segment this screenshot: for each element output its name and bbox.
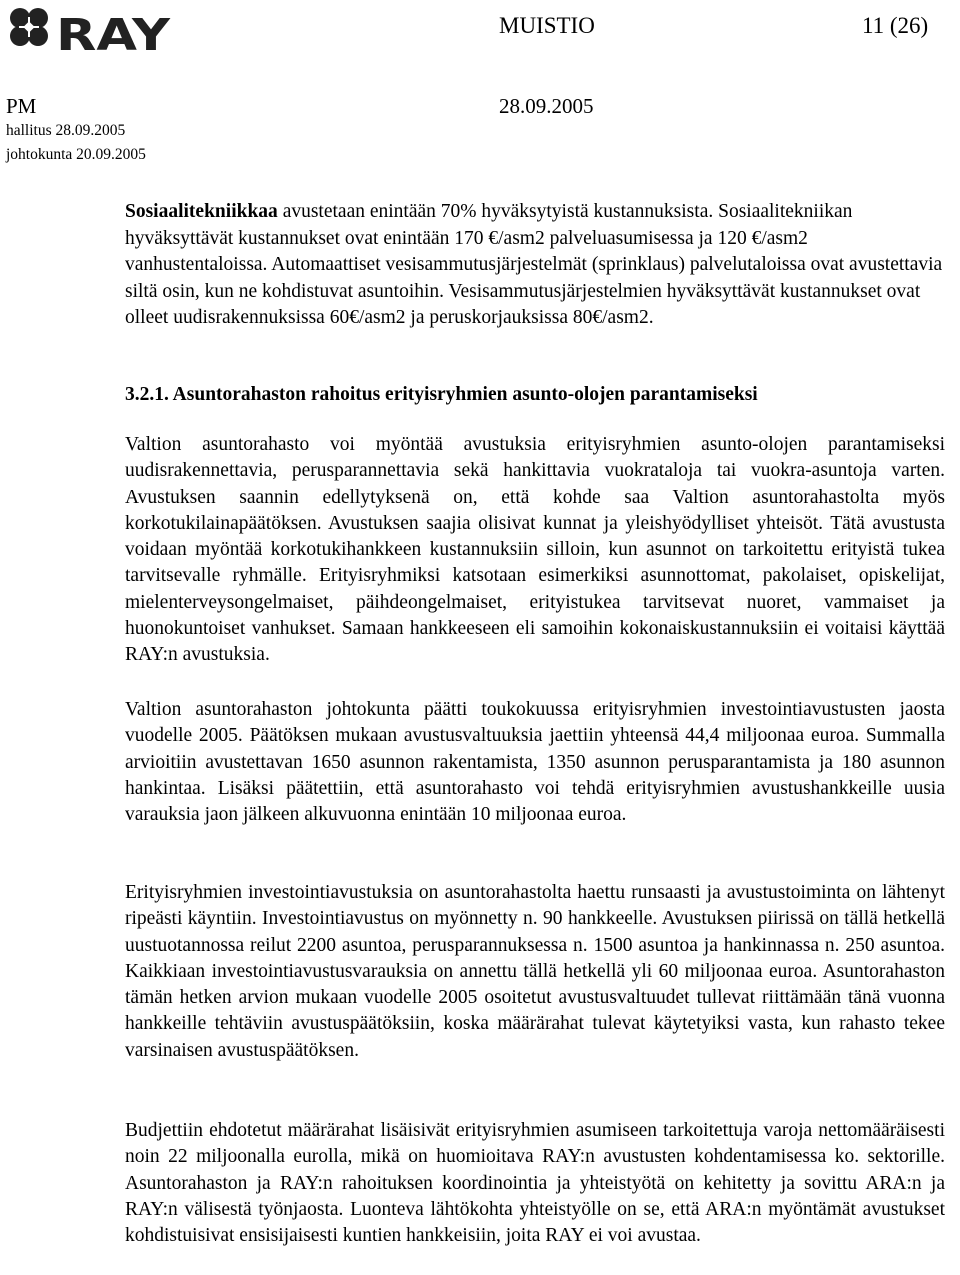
logo-wordmark: RAY <box>56 10 172 56</box>
paragraph: Erityisryhmien investointiavustuksia on asuntorahastolta haettu runsaasti ja avustustoiminta on lähtenyt ripeästi käyntiin. Investointiavustus on myönnetty n. 90 hankkeelle. Avustuksen piirissä on tällä hetkellä uustuotannossa reilut 2200 asuntoa, perusparannuksessa n. 1500 asuntoa ja hankinnassa n. 250 asuntoa. Kaikkiaan investointiavustusvarauksia on annettu tällä hetkellä yli 60 miljoonaa euroa. Asuntorahaston tämän hetken arvion mukaan vuodelle 2005 osoitetut avustusvaltuudet tullevat riittämään tänä vuonna hankkeille tehtäviin avustuspäätöksiin, koska määrärahat tulevat käytetyiksi vasta, kun rahasto tekee varsinaisen avustuspäätöksen. <box>125 882 945 1061</box>
document-owner: PM <box>6 94 37 118</box>
meta-line-board: hallitus 28.09.2005 <box>6 122 126 139</box>
section-heading: 3.2.1. Asuntorahaston rahoitus erityisryhmien asunto-olojen parantamiseksi <box>125 384 758 405</box>
intro-text: avustetaan enintään 70% hyväksytyistä kustannuksista. Sosiaalitekniikan hyväksyttävät kustannukset ovat enintään 170 €/asm2 palveluasumisessa ja 120 €/asm2 vanhustentaloissa. Automaattiset vesisammutusjärjestelmät (sprinklaus) palvelutaloissa ovat avustettavia siltä osin, kun ne kohdistuvat asuntoihin. Vesisammutusjärjestelmien hyväksyttävät kustannukset ovat olleet uudisrakennuksissa 60€/asm2 ja peruskorjauksissa 80€/asm2. <box>125 201 943 328</box>
document-type: MUISTIO <box>499 13 595 38</box>
paragraph: Budjettiin ehdotetut määrärahat lisäisivät erityisryhmien asumiseen tarkoitettuja varoja nettomääräisesti noin 22 miljoonalla eurolla, mikä on huomioitava RAY:n avustusten kohdentamisessa ko. sektorille. Asuntorahaston ja RAY:n rahoituksen koordinointia ja yhteistyötä on kehitetty ja sovittu ARA:n ja RAY:n välisestä työnjaosta. Luonteva lähtökohta yhteistyölle on se, että ARA:n myöntämät avustukset kohdistuisivat ensisijaisesti kuntien hankkeisiin, joita RAY ei voi avustaa. <box>125 1120 945 1247</box>
ray-logo <box>6 4 176 56</box>
clover-icon <box>10 8 48 46</box>
meta-line-committee: johtokunta 20.09.2005 <box>6 146 146 163</box>
intro-paragraph <box>125 199 945 332</box>
intro-term: Sosiaalitekniikkaa <box>125 201 278 222</box>
page-number: 11 (26) <box>862 13 929 38</box>
document-date: 28.09.2005 <box>499 94 594 118</box>
paragraph: Valtion asuntorahaston johtokunta päätti toukokuussa erityisryhmien investointiavustusten jaosta vuodelle 2005. Päätöksen mukaan avustusvaltuuksia jaettiin yhteensä 44,4 miljoonaa euroa. Summalla arvioitiin avustettavan 1650 asunnon rakentamista, 1350 asunnon perusparantamista ja 180 asunnon hankintaa. Lisäksi päätettiin, että asuntorahasto voi tehdä erityisryhmien avustushankkeille uusia varauksia jaon jälkeen alkuvuonna enintään 10 miljoonaa euroa. <box>125 699 945 826</box>
paragraph: Valtion asuntorahasto voi myöntää avustuksia erityisryhmien asunto-olojen parantamiseksi uudisrakennettavia, perusparannettavia sekä hankittavia vuokrataloja tai vuokra-asuntoja varten. Avustuksen saannin edellytyksenä on, että kohde saa Valtion asuntorahastolta myös korkotukilainapäätöksen. Avustuksen saajia olisivat kunnat ja yleishyödylliset yhteisöt. Tätä avustusta voidaan myöntää korkotukihankkeen kustannuksiin silloin, kun asunnot on tarkoitettu erityistä tukea tarvitsevalle ryhmälle. Erityisryhmiksi katsotaan esimerkiksi asunnottomat, pakolaiset, opiskelijat, mielenterveysongelmaiset, päihdeongelmaiset, erityistukea tarvitsevat nuoret, vammaiset ja huonokuntoiset vanhukset. Samaan hankkeeseen eli samoihin kokonaiskustannuksiin ei voitaisi käyttää RAY:n avustuksia. <box>125 434 945 666</box>
